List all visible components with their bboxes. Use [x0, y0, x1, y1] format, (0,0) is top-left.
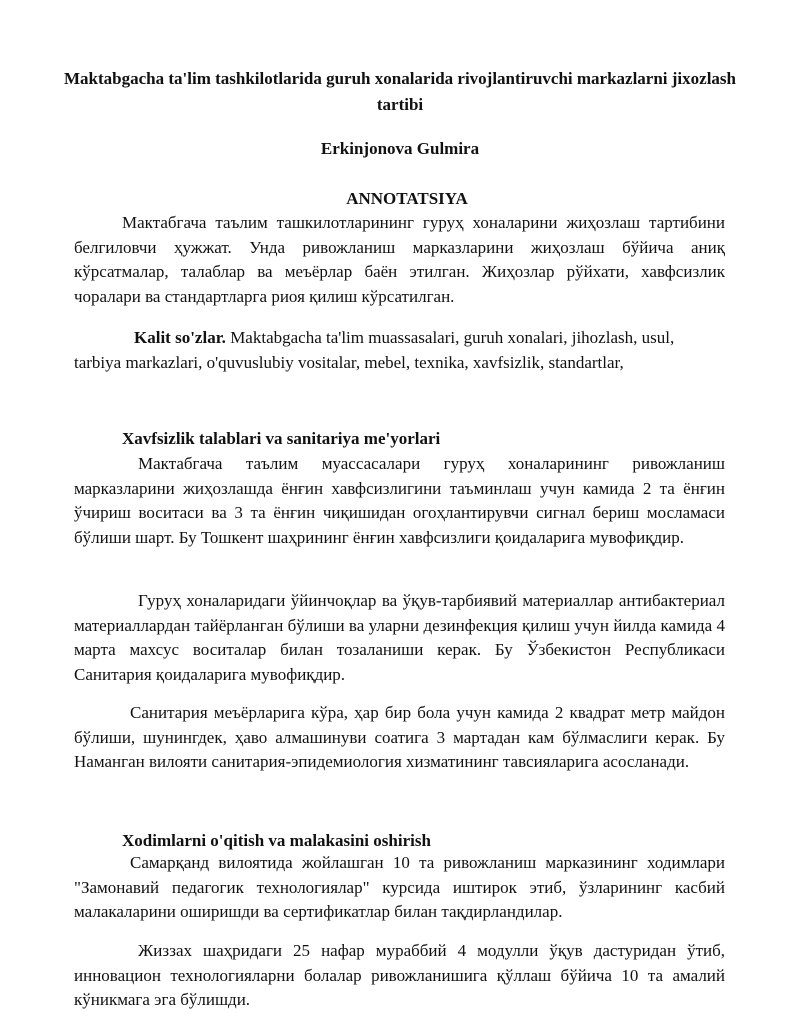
training-paragraph: Самарқанд вилоятида жойлашган 10 та ривожланиш марказининг ходимлари "Замонавий педагогик технологиялар" курсида иштирок этиб, ўзларининг касбий малакаларини оширишди ва сертификатлар билан тақдирландилар. [74, 853, 725, 921]
author-name: Erkinjonova Gulmira [320, 139, 480, 158]
safety-paragraph: Санитария меъёрларига кўра, ҳар бир бола учун камида 2 квадрат метр майдон бўлиши, шунингдек, ҳаво алмашинуви соатига 3 мартадан кам бўлмаслиги керак. Бу Наманган вилояти санитария-эпидемиология хизматининг тавсияларига асосланади. [74, 703, 725, 771]
section-heading-training: Xodimlarni o'qitish va malakasini oshirish [122, 831, 431, 850]
annotation-paragraph: Мактабгача таълим ташкилотларининг гуруҳ хоналарини жиҳозлаш тартибини белгиловчи ҳужжат. Унда ривожланиш марказларини жиҳозлаш бўйича аниқ кўрсатмалар, талаблар ва меъёрлар баён этилган. Жиҳозлар рўйхати, хавфсизлик чоралари ва стандартларга риоя қилиш кўрсатилган. [74, 213, 725, 306]
keywords-paragraph [74, 326, 725, 375]
keywords-label: Kalit so'zlar. [134, 328, 226, 347]
annotation-heading: ANNOTATSIYA [346, 189, 468, 208]
safety-paragraph: Мактабгача таълим муассасалари гуруҳ хоналарининг ривожланиш марказларини жиҳозлашда ёнғин хавфсизлигини таъминлаш учун камида 2 та ёнғин ўчириш воситаси ва 3 та ёнғин чиқишидан огоҳлантирувчи сигнал бериш мосламаси бўлиши шарт. Бу Тошкент шаҳрининг ёнғин хавфсизлиги қоидаларига мувофиқдир. [74, 454, 725, 547]
keywords-text: Maktabgacha ta'lim muassasalari, guruh xonalari, jihozlash, usul, tarbiya markazlari, o'quvuslubiy vositalar, mebel, texnika, xavfsizlik, standartlar, [74, 328, 675, 372]
training-paragraph: Жиззах шаҳридаги 25 нафар мураббий 4 модулли ўқув дастуридан ўтиб, инновацион технологияларни болалар ривожланишига қўллаш бўйича 10 та амалий кўникмага эга бўлишди. [74, 941, 725, 1009]
safety-paragraph: Гуруҳ хоналаридаги ўйинчоқлар ва ўқув-тарбиявий материаллар антибактериал материаллардан тайёрланган бўлиши ва уларни дезинфекция қилиш учун йилда камида 4 марта махсус воситалар билан тозаланиши керак. Бу Ўзбекистон Республикаси Санитария қоидаларига мувофиқдир. [74, 591, 725, 684]
document-title: Maktabgacha ta'lim tashkilotlarida guruh xonalarida rivojlantiruvchi markazlarni jixozlash tartibi [64, 69, 736, 114]
section-heading-safety: Xavfsizlik talablari va sanitariya me'yorlari [122, 429, 441, 448]
